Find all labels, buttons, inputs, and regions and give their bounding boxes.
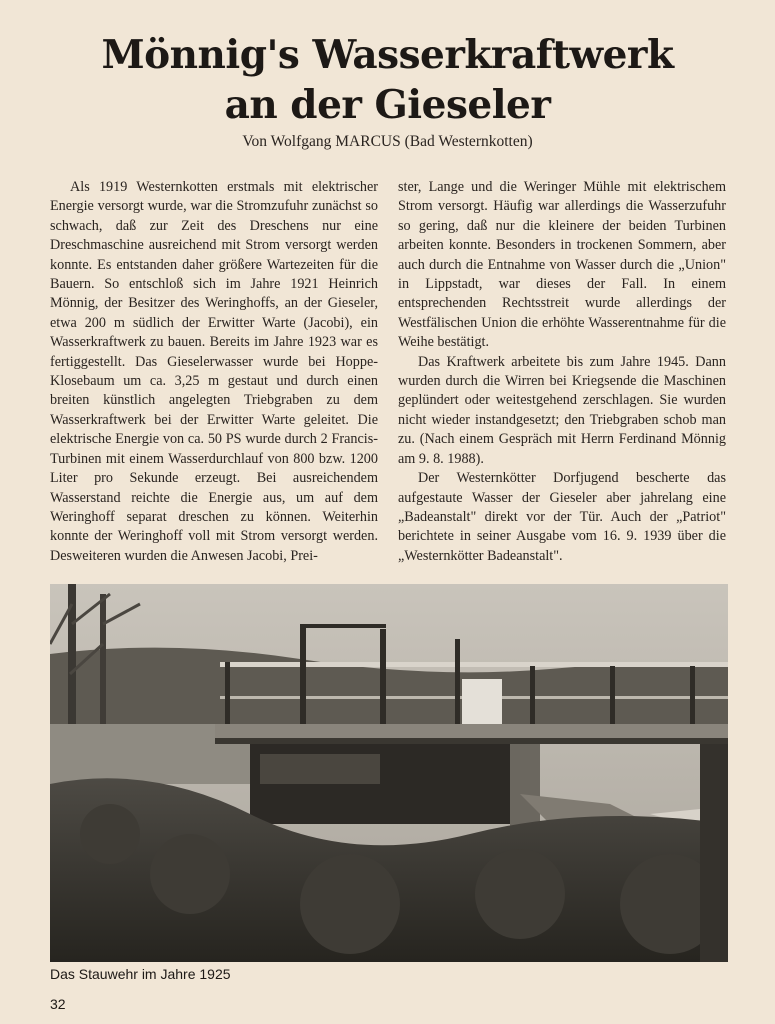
page-number: 32 [50, 996, 66, 1012]
text-column-left [50, 178, 378, 566]
photo-caption: Das Stauwehr im Jahre 1925 [50, 966, 231, 982]
article-title [40, 30, 735, 130]
weir-photo-illustration [50, 584, 728, 962]
article-byline: Von Wolfgang MARCUS (Bad Westernkotten) [242, 133, 533, 150]
paragraph-right-1: ster, Lange und die Weringer Mühle mit elektrischem Strom versorgt. Häufig war allerdings die Wasserzufuhr so gering, daß nur die kleinere der beiden Turbinen arbeiten konnte. Besonders in trockenen Sommern, aber auch durch die Entnahme von Wasser durch die „Union" in Lippstadt, war dieses der Fall. In einem entsprechenden Rechtsstreit wurde allerdings der Westfälischen Union die erhöhte Wasserentnahme für die Weihe bestätigt. [398, 179, 726, 351]
article-title-line-1: Mönnig's Wasserkraftwerk [101, 32, 674, 78]
text-column-right [398, 178, 726, 566]
article-title-line-2: an der Gieseler [224, 82, 551, 128]
paragraph-right-2: Das Kraftwerk arbeitete bis zum Jahre 1945. Dann wurden durch die Wirren bei Kriegsende die Maschinen geplündert oder weitestgehend zerschlagen. Sie wurden nicht wieder instandgesetzt; den Triebgraben schob man zu. (Nach einem Gespräch mit Herrn Ferdinand Mönnig am 9. 8. 1988). [398, 353, 726, 467]
paragraph-left: Als 1919 Westernkotten erstmals mit elektrischer Energie versorgt wurde, war die Stromzufuhr zunächst so schwach, daß zur Zeit des Dreschens nur eine Dreschmaschine ausreichend mit Strom versorgt werden konnte. Es entstanden daher größere Wartezeiten für die Bauern. So entschloß sich im Jahre 1921 Heinrich Mönnig, der Besitzer des Weringhoffs, an der Gieseler, etwa 200 m südlich der Erwitter Warte (Jacobi), ein Wasserkraftwerk zu bauen. Bereits im Jahre 1923 war es fertiggestellt. Das Gieselerwasser wurde bei Hoppe-Klosebaum um ca. 3,25 m gestaut und durch einen breiten künstlich angelegten Triebgraben zu dem Wasserkraftwerk bei der Erwitter Warte geleitet. Die elektrische Energie von ca. 50 PS wurde durch 2 Francis-Turbinen mit einem Wasserdurchlauf von 800 bzw. 1200 Liter pro Sekunde erzeugt. Bei ausreichendem Wasserstand reichte die Energie aus, um auf dem Weringhoff separat dreschen zu können. Weiterhin konnte der Weringhoff voll mit Strom versorgt werden. Desweiteren wurden die Anwesen Jacobi, Prei- [50, 179, 378, 564]
weir-photo [50, 584, 728, 962]
paragraph-right-3: Der Westernkötter Dorfjugend bescherte das aufgestaute Wasser der Gieseler aber jahrelang eine „Badeanstalt" direkt vor der Tür. Auch der „Patriot" berichtete in seiner Ausgabe vom 16. 9. 1939 über die „Westernkötter Badeanstalt". [398, 470, 726, 564]
